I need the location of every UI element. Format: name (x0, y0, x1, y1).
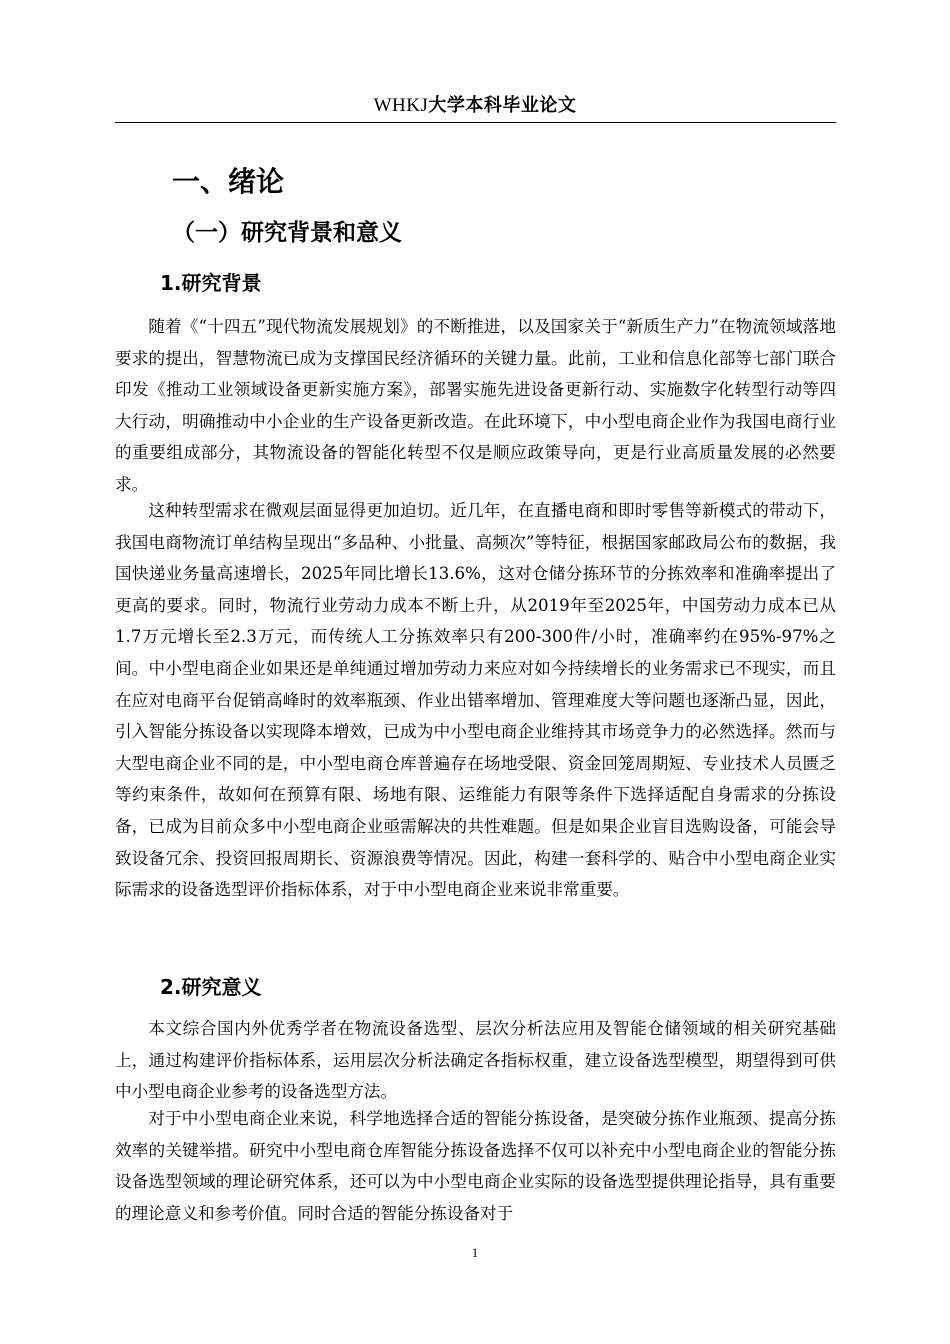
subsection-heading: （一）研究背景和意义 (172, 220, 402, 246)
significance-paragraph-1: 本文综合国内外优秀学者在物流设备选型、层次分析法应用及智能仓储领域的相关研究基础上，通过构建评价指标体系，运用层次分析法确定各指标权重，建立设备选型模型，期望得到可供中小型电商企业参考的设备选型方法。 (115, 1019, 836, 1102)
page-number: 1 (471, 1245, 479, 1260)
running-header (0, 92, 950, 119)
header-prefix: WHKJ (373, 95, 429, 116)
background-heading: 1.研究背景 (160, 271, 262, 295)
chapter-heading: 一、绪论 (172, 165, 285, 198)
header-divider (115, 122, 836, 123)
significance-paragraph-2: 对于中小型电商企业来说，科学地选择合适的智能分拣设备，是突破分拣作业瓶颈、提高分拣效率的关键举措。研究中小型电商仓库智能分拣设备选择不仅可以补充中小型电商企业的智能分拣设备选型领域的理论研究体系，还可以为中小型电商企业实际的设备选型提供理论指导，具有重要的理论意义和参考价值。同时合适的智能分拣设备对于 (115, 1109, 836, 1223)
significance-heading: 2.研究意义 (160, 975, 262, 999)
header-title: 大学本科毕业论文 (428, 95, 577, 116)
background-paragraph-1: 随着《“十四五”现代物流发展规划》的不断推进，以及国家关于“新质生产力”在物流领域落地要求的提出，智慧物流已成为支撑国民经济循环的关键力量。此前，工业和信息化部等七部门联合印发《推动工业领域设备更新实施方案》，部署实施先进设备更新行动、实施数字化转型行动等四大行动，明确推动中小企业的生产设备更新改造。在此环境下，中小型电商企业作为我国电商行业的重要组成部分，其物流设备的智能化转型不仅是顺应政策导向，更是行业高质量发展的必然要求。 (115, 317, 836, 494)
background-paragraph-2: 这种转型需求在微观层面显得更加迫切。近几年，在直播电商和即时零售等新模式的带动下，我国电商物流订单结构呈现出“多品种、小批量、高频次”等特征，根据国家邮政局公布的数据，我国快递业务量高速增长，2025年同比增长13.6%，这对仓储分拣环节的分拣效率和准确率提出了更高的要求。同时，物流行业劳动力成本不断上升，从2019年至2025年，中国劳动力成本已从1.7万元增长至2.3万元，而传统人工分拣效率只有200-300件/小时，准确率约在95%-97%之间。中小型电商企业如果还是单纯通过增加劳动力来应对如今持续增长的业务需求已不现实，而且在应对电商平台促销高峰时的效率瓶颈、作业出错率增加、管理难度大等问题也逐渐凸显，因此，引入智能分拣设备以实现降本增效，已成为中小型电商企业维持其市场竞争力的必然选择。然而与大型电商企业不同的是，中小型电商仓库普遍存在场地受限、资金回笼周期短、专业技术人员匮乏等约束条件，故如何在预算有限、场地有限、运维能力有限等条件下选择适配自身需求的分拣设备，已成为目前众多中小型电商企业亟需解决的共性难题。但是如果企业盲目选购设备，可能会导致设备冗余、投资回报周期长、资源浪费等情况。因此，构建一套科学的、贴合中小型电商企业实际需求的设备选型评价指标体系，对于中小型电商企业来说非常重要。 (115, 501, 836, 900)
